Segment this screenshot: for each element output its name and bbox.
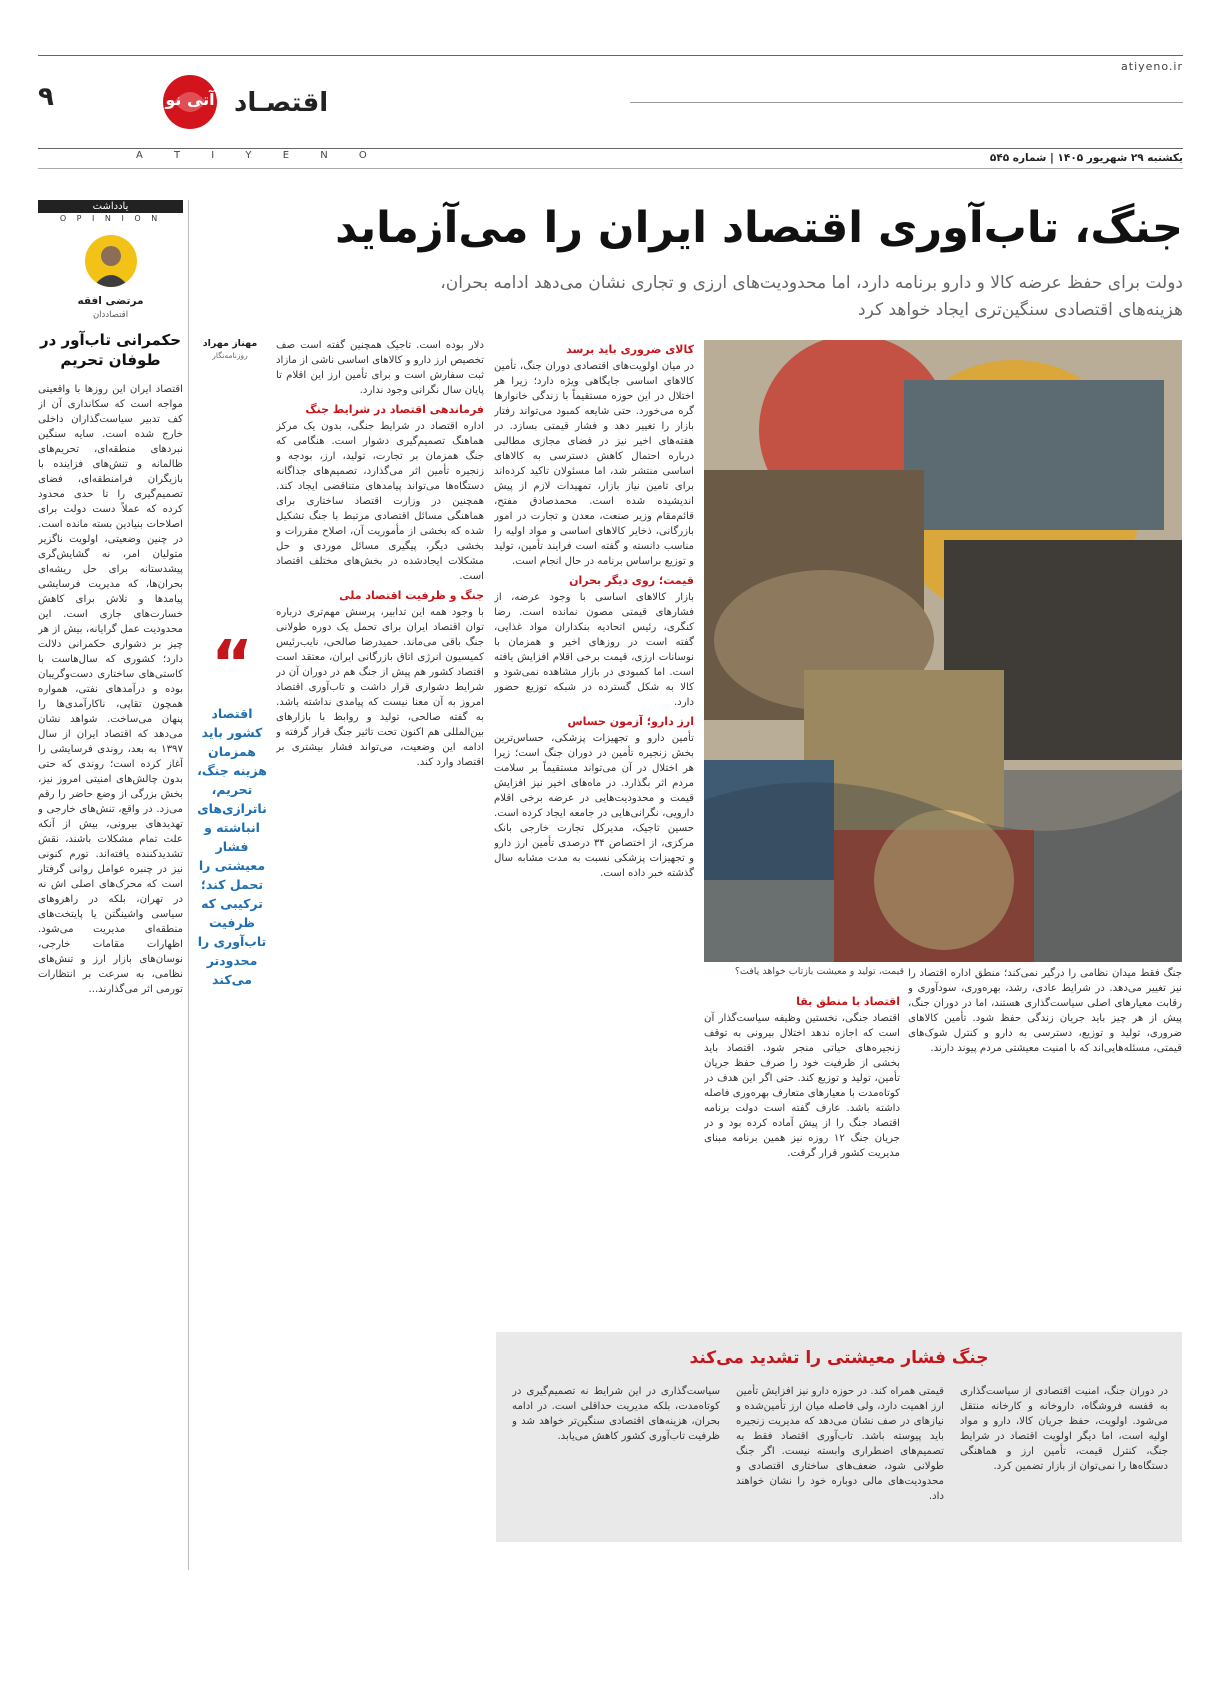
col3-heading-2: اقتصاد با منطق بقا	[796, 995, 900, 1008]
column-divider	[188, 200, 189, 1570]
date-issue: یکشنبه ۲۹ شهریور ۱۴۰۵ | شماره ۵۴۵	[989, 152, 1183, 164]
opinion-label: یادداشت	[38, 200, 183, 213]
author-portrait-icon	[85, 235, 137, 287]
article-column-2	[276, 338, 484, 1548]
col1-p3: تأمین دارو و تجهیزات پزشکی، حساس‌ترین بخش زنجیره تأمین در دوران جنگ است؛ زیرا هر اختلال در آن می‌تواند مستقیماً بر سلامت مردم اثر بگذارد. در ماه‌های اخیر نیز افزایش قیمت و محدودیت‌هایی در عرضه برخی اقلام دارویی، نگرانی‌هایی در جامعه ایجاد کرده است. حسین تاجیک، مدیرکل تجارت خارجی بانک مرکزی، از اختصاص ۳۴ درصدی تأمین ارز دارو و تجهیزات پزشکی نسبت به مدت مشابه سال گذشته خبر داده است.	[494, 733, 694, 879]
col2-heading-2: فرماندهی اقتصاد در شرایط جنگ	[305, 403, 484, 416]
article-lead: دولت برای حفظ عرضه کالا و دارو برنامه دارد، اما محدودیت‌های ارزی و تجاری نشان می‌دهد ادامه بحران، هزینه‌های اقتصادی سنگین‌تری ایجاد خواهد کرد	[440, 273, 1183, 320]
article-title: جنگ، تاب‌آوری اقتصاد ایران را می‌آزماید	[335, 203, 1183, 253]
col2-p2: اداره اقتصاد در شرایط جنگی، بدون یک مرکز هماهنگ تصمیم‌گیری دشوار است. هنگامی که جنگ همزمان بر تجارت، تولید، ارز، بودجه و زنجیره تأمین اثر می‌گذارد، تصمیم‌های جداگانه دستگاه‌ها می‌تواند پیامدهای متناقضی ایجاد کند. همچنین در وزارت اقتصاد ساختاری برای هماهنگی مسائل اقتصادی مرتبط با جنگ تشکیل شده که بخشی از مأموریت آن، اصلاح مقررات و بخشی دیگر، پیگیری مسائل موردی و حل مشکلات ایجادشده در بخش‌های مختلف اقتصاد است.	[276, 421, 484, 582]
pull-quote	[196, 628, 268, 989]
col1-heading-1: کالای ضروری باید برسد	[566, 343, 694, 356]
byline-role: روزنامه‌نگار	[212, 351, 248, 360]
website: atiyeno.ir	[1121, 60, 1183, 73]
header-bottom-rule	[38, 148, 1183, 149]
col3-p2: اقتصاد جنگی، نخستین وظیفه سیاست‌گذار آن است که اجازه ندهد اختلال بیرونی به توقف زنجیره‌های حیاتی منجر شود. اقتصاد باید بخشی از ظرفیت خود را صرف حفظ جریان تأمین، تولید و توزیع کند. حتی اگر این هدف در کوتاه‌مدت با معیارهای متعارف بهره‌وری فاصله داشته باشد. عارف گفته است دولت برنامه اقتصاد جنگ را از پیش آماده کرده بود و در جریان جنگ ۱۲ روزه نیز همین برنامه مبنای مدیریت کشور قرار گرفت.	[704, 1013, 900, 1159]
article-column-1	[494, 338, 694, 1338]
box-col-right: در دوران جنگ، امنیت اقتصادی از سیاست‌گذاری به قفسه فروشگاه، داروخانه و کارخانه منتقل می‌شود. اولویت، حفظ جریان کالا، دارو و مواد اولیه است، اما دیگر اولویت اقتصاد در شرایط جنگ، کنترل قیمت، تأمین ارز و هماهنگی دستگاه‌ها را نمی‌توان از بازار تضمین کرد.	[960, 1386, 1168, 1472]
col1-p1: در میان اولویت‌های اقتصادی دوران جنگ، تأمین کالاهای اساسی جایگاهی ویژه دارد؛ زیرا هر اختلال در این حوزه مستقیماً با زندگی خانوارها گره می‌خورد. حتی شایعه کمبود می‌تواند رفتار بازار را تغییر دهد و فشار قیمتی بسازد. در هفته‌های اخیر نیز در فضای مجازی مطالبی درباره احتمال کاهش دسترسی به کالاهای اساسی منتشر شد، اما مسئولان تاکید کرده‌اند برای تامین نیاز بازار، تمهیدات لازم از پیش اندیشیده شده است. محمدصادق مفتح، قائم‌مقام وزیر صنعت، معدن و تجارت در امور بازرگانی، ذخایر کالاهای اساسی و مواد اولیه را مناسب دانسته و گفته است فرایند تأمین، تولید و توزیع براساس برنامه در حال انجام است.	[494, 361, 694, 567]
col3-p1: جنگ فقط میدان نظامی را درگیر نمی‌کند؛ منطق اداره اقتصاد را نیز تغییر می‌دهد. در شرایط عادی، رشد، بهره‌وری، سودآوری و رقابت معیارهای اصلی سیاست‌گذاری هستند، اما در دوران جنگ، پیش از هر چیز باید جریان زندگی حفظ شود. تأمین کالاهای ضروری، تولید و توزیع، دسترسی به دارو و کنترل شوک‌های قیمتی، مسئله‌هایی‌اند که با امنیت معیشتی مردم پیوند دارند.	[908, 968, 1182, 1054]
header-mid-rule	[630, 102, 1183, 103]
latin-brand: A T I Y E N O	[136, 150, 381, 161]
byline-name: مهناز مهراد	[202, 338, 258, 349]
header-top-rule	[38, 55, 1183, 56]
article-image	[704, 340, 1182, 962]
box-col-left: سیاست‌گذاری در این شرایط نه تصمیم‌گیری در کوتاه‌مدت، بلکه مدیریت حداقلی است. در ادامه بحران، هزینه‌های اقتصادی سنگین‌تر خواهد شد و ظرفیت تاب‌آوری کشور کاهش می‌یابد.	[512, 1386, 720, 1442]
image-caption: قیمت، تولید و معیشت بازتاب خواهد یافت؟	[734, 966, 904, 977]
article-column-3	[908, 966, 1182, 1316]
logo	[160, 72, 220, 132]
opinion-title: حکمرانی تاب‌آور در طوفان تحریم	[39, 331, 182, 369]
war-economy-collage-icon	[704, 340, 1182, 962]
opinion-author-role: اقتصاددان	[92, 310, 129, 320]
pull-quote-text: اقتصاد کشور باید همزمان هزینه جنگ، تحریم، ناترازی‌های انباشته و فشار معیشتی را تحمل کند؛ ترکیبی که ظرفیت تاب‌آوری را محدودتر می‌کند	[197, 706, 267, 987]
box-col-middle: قیمتی همراه کند. در حوزه دارو نیز افزایش تأمین ارز اهمیت دارد، ولی فاصله میان ارز تأمین‌شده و نیازهای در صف نشان می‌دهد که مدیریت زنجیره باید پیوسته باشد. تاب‌آوری اقتصاد فقط به تصمیم‌های اضطراری وابسته نیست. اگر جنگ طولانی شود، ضعف‌های ساختاری اقتصادی و محدودیت‌های مالی دوباره خود را نشان خواهند داد.	[736, 1386, 944, 1502]
logo-text: آتی نو	[165, 90, 215, 109]
article-column-3b	[704, 990, 900, 1316]
col2-p3: با وجود همه این تدابیر، پرسش مهم‌تری درباره توان اقتصاد ایران برای تحمل یک دوره طولانی جنگ باقی می‌ماند. حمیدرضا صالحی، نایب‌رئیس کمیسیون انرژی اتاق بازرگانی ایران، معتقد است اقتصاد کشور هم پیش از جنگ هم در دوران آن در شرایط دشواری قرار داشت و تاب‌آوری اقتصاد امروز به آن معنا نیست که پیامدی نداشته باشد. به گفته صالحی، تولید و روابط با بازارهای بین‌المللی هم اکنون تحت تاثیر جنگ قرار گرفته و ادامه این وضعیت، می‌تواند فشار بیشتری بر اقتصاد وارد کند.	[276, 607, 484, 768]
col2-p1: دلار بوده است. تاجیک همچنین گفته است صف تخصیص ارز دارو و کالاهای اساسی ناشی از مازاد ثبت سفارش است و برای تأمین ارز این اقلام تا پایان سال نگرانی وجود ندارد.	[276, 340, 484, 396]
quote-mark-icon: “	[210, 628, 254, 702]
opinion-column	[38, 200, 183, 1482]
opinion-author-name: مرتضی افقه	[77, 295, 144, 307]
byline	[196, 338, 264, 360]
section-title: اقتصـاد	[234, 88, 329, 118]
col1-heading-3: ارز دارو؛ آزمون حساس	[567, 715, 694, 728]
page-number: ۹	[38, 82, 54, 112]
col1-p2: بازار کالاهای اساسی با وجود عرضه، از فشارهای قیمتی مصون نمانده است. رضا کنگری، رئیس اتحادیه بنکداران مواد غذایی، گفته است در روزهای اخیر و همزمان با نوسانات ارزی، قیمت برخی اقلام افزایش یافته است. اما کمبودی در بازار مشاهده نمی‌شود و کالا به شکل گسترده در شبکه توزیع حضور دارد.	[494, 592, 694, 708]
avatar	[85, 235, 137, 287]
opinion-label-en: O P I N I O N	[59, 214, 162, 223]
header-rule-2	[38, 168, 1183, 169]
box-title: جنگ فشار معیشتی را تشدید می‌کند	[689, 1348, 989, 1368]
col1-heading-2: قیمت؛ روی دیگر بحران	[569, 574, 694, 587]
col2-heading-3: جنگ و ظرفیت اقتصاد ملی	[339, 589, 484, 602]
sidebar-box	[496, 1332, 1182, 1542]
opinion-body: اقتصاد ایران این روزها با واقعیتی مواجه است که سکانداری آن از کف تدبیر سیاست‌گذاران داخلی خارج شده است. سایه سنگین نبردهای منطقه‌ای، تحریم‌های ظالمانه و تنش‌های فزاینده با بازیگران فرامنطقه‌ای، فضای تصمیم‌گیری را تا حدی محدود کرده که عملاً دست دولت برای اصلاحات بنیادین بسته مانده است. در چنین وضعیتی، اولویت ناگزیر متولیان امر، نه گشایش‌گری پیشدستانه برای حل ریشه‌ای بحران‌ها، که مدیریت فرسایشی پیامدها و تلاش برای کاهش خسارت‌های جاری است. این محدودیت عمل گرایانه، بیش از هر چیز بر دشواری حکمرانی دلالت دارد؛ کشوری که سال‌هاست با کاستی‌های ساختاری دست‌وگریبان بوده و درآمدهای نفتی، همواره همچون تقاپی، ناکارآمدی‌ها را پنهان می‌ساخت. شواهد نشان می‌دهد که اقتصاد ایران از سال ۱۳۹۷ به بعد، روندی فرسایشی را آغاز کرده است؛ روندی که حتی بدون چالش‌های امنیتی امروز نیز، بخش بزرگی از وضع حاضر را رقم می‌زد. در واقع، تنش‌های خارجی و تهدیدهای بیرونی، بیش از آنکه علت تمام مشکلات باشند، نقش تشدیدکننده یافته‌اند. تورم کنونی نیز در چنبره عوامل روانی گرفتار است که محرک‌های اصلی اش نه در تهران، بلکه در راهروهای سیاسی واشینگتن یا پایتخت‌های منطقه‌ای مدیریت می‌شود. اظهارات مقامات خارجی، نوسان‌های بازار ارز و تنش‌های نظامی، به سرعت بر انتظارات تورمی اثر می‌گذارند...	[38, 384, 183, 995]
